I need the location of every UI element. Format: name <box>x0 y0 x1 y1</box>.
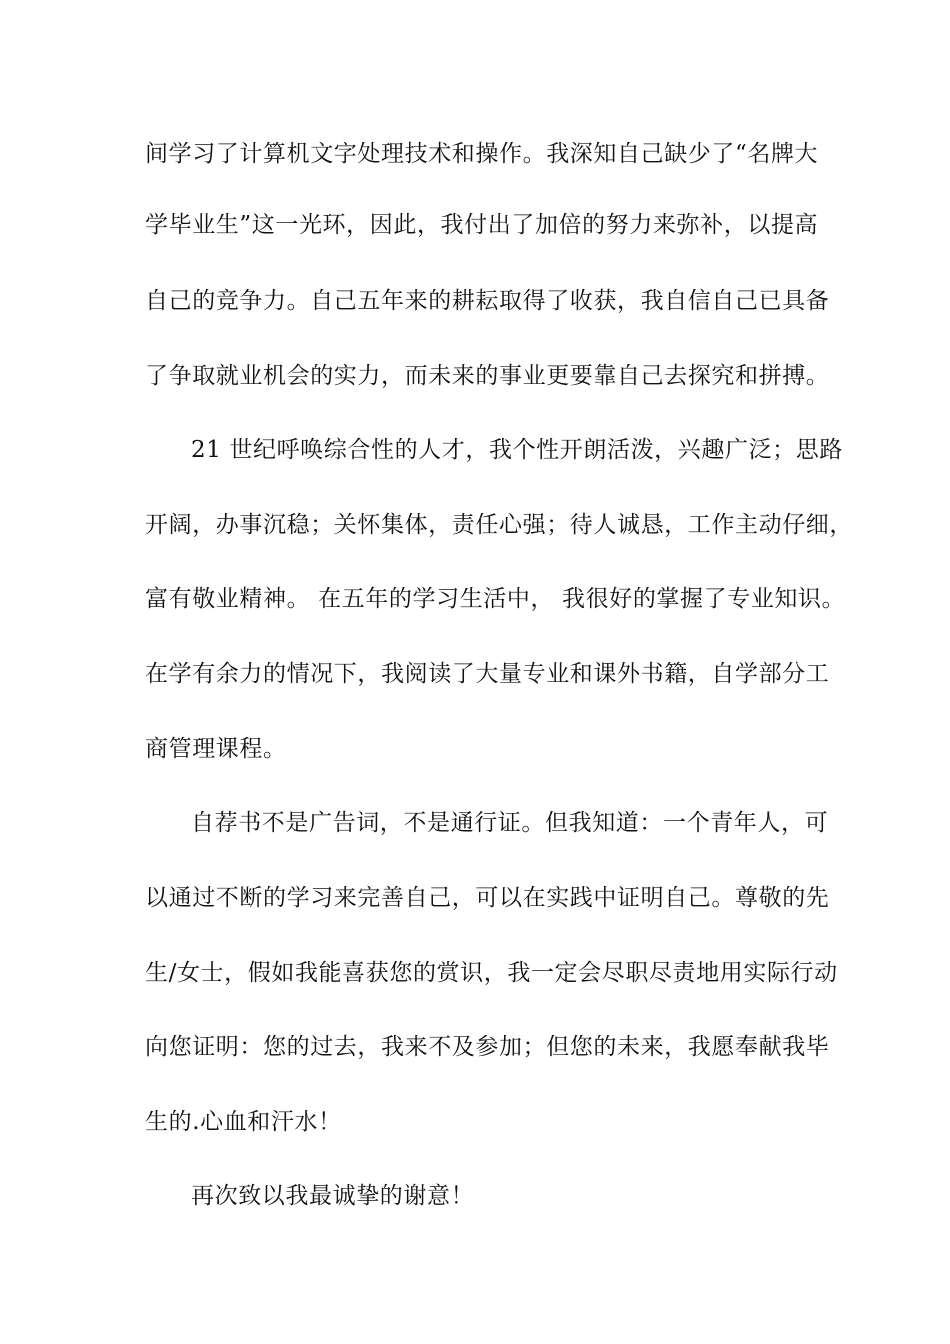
text-line: 向您证明：您的过去，我来不及参加；但您的未来，我愿奉献我毕 <box>145 1034 830 1060</box>
text-line: 了争取就业机会的实力，而未来的事业更要靠自己去探究和拼搏。 <box>145 363 830 389</box>
text-line: 富有敬业精神。 在五年的学习生活中， 我很好的掌握了专业知识。 <box>145 586 846 612</box>
text-line: 以通过不断的学习来完善自己，可以在实践中证明自己。尊敬的先 <box>145 885 830 911</box>
text-line: 开阔，办事沉稳；关怀集体，责任心强；待人诚恳，工作主动仔细， <box>145 512 853 538</box>
text-line: 商管理课程。 <box>145 736 287 762</box>
text-line: 生的.心血和汗水！ <box>145 1109 342 1135</box>
text-line: 21 世纪呼唤综合性的人才，我个性开朗活泼，兴趣广泛；思路 <box>191 437 843 463</box>
text-line: 自己的竞争力。自己五年来的耕耘取得了收获，我自信自己已具备 <box>145 288 830 314</box>
text-line: 自荐书不是广告词，不是通行证。但我知道：一个青年人，可 <box>191 810 829 836</box>
text-line: 学毕业生”这一光环，因此，我付出了加倍的努力来弥补，以提高 <box>145 212 819 238</box>
text-line: 间学习了计算机文字处理技术和操作。我深知自己缺少了“名牌大 <box>145 141 819 167</box>
text-line: 在学有余力的情况下，我阅读了大量专业和课外书籍，自学部分工 <box>145 661 830 687</box>
text-line: 生/女士，假如我能喜获您的赏识，我一定会尽职尽责地用实际行动 <box>145 960 838 986</box>
text-line: 再次致以我最诚挚的谢意！ <box>191 1183 475 1209</box>
